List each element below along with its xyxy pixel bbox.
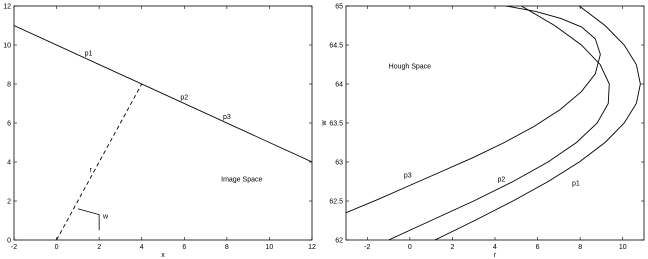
x-tick-label: 8 bbox=[225, 244, 229, 251]
x-tick-label: 6 bbox=[182, 244, 186, 251]
hough-space-plot bbox=[321, 0, 644, 259]
series-label-p2: p2 bbox=[497, 177, 505, 184]
x-tick-label: 8 bbox=[578, 244, 582, 251]
annotation-w: w bbox=[102, 214, 109, 221]
y-tick-label: 4 bbox=[7, 160, 11, 167]
annotation-hough-space: Hough Space bbox=[389, 63, 432, 70]
point-label-p2: p2 bbox=[180, 95, 188, 102]
image-space-plot bbox=[3, 4, 316, 259]
x-tick-label: 0 bbox=[408, 244, 412, 251]
series-line-p2 bbox=[389, 6, 610, 240]
series-label-p3: p3 bbox=[404, 173, 412, 180]
angle-marker bbox=[78, 209, 99, 230]
y-tick-label: 63 bbox=[335, 160, 343, 167]
y-tick-label: 62.5 bbox=[329, 199, 343, 206]
x-tick-label: 6 bbox=[536, 244, 540, 251]
y-tick-label: 0 bbox=[7, 238, 11, 245]
plot-area bbox=[346, 0, 640, 240]
annotation-image-space: Image Space bbox=[221, 177, 262, 184]
y-tick-label: 64 bbox=[335, 82, 343, 89]
x-tick-label: -2 bbox=[11, 244, 17, 251]
x-tick-label: 2 bbox=[450, 244, 454, 251]
x-tick-label: 4 bbox=[493, 244, 497, 251]
x-tick-label: 10 bbox=[619, 244, 627, 251]
plot-frame bbox=[346, 6, 644, 240]
y-axis-label: w bbox=[321, 120, 328, 127]
x-tick-label: 2 bbox=[97, 244, 101, 251]
y-tick-label: 10 bbox=[3, 43, 11, 50]
x-axis-label: x bbox=[161, 252, 165, 259]
y-tick-label: 8 bbox=[7, 82, 11, 89]
y-tick-label: 65 bbox=[335, 4, 343, 11]
y-tick-label: 62 bbox=[335, 238, 343, 245]
series-line-p3 bbox=[346, 2, 600, 213]
x-tick-label: 10 bbox=[266, 244, 274, 251]
annotation-r: r bbox=[89, 167, 92, 174]
series-label-p1: p1 bbox=[572, 180, 580, 187]
series-line-p1 bbox=[435, 0, 640, 240]
y-tick-label: 63.5 bbox=[329, 121, 343, 128]
plot-area bbox=[14, 26, 312, 241]
point-label-p3: p3 bbox=[223, 114, 231, 121]
point-label-p1: p1 bbox=[85, 51, 93, 58]
series-line-solid-0 bbox=[14, 26, 312, 163]
x-tick-label: 0 bbox=[55, 244, 59, 251]
x-tick-label: 12 bbox=[308, 244, 316, 251]
y-tick-label: 64.5 bbox=[329, 43, 343, 50]
y-tick-label: 12 bbox=[3, 4, 11, 11]
plot-frame bbox=[14, 6, 312, 240]
y-tick-label: 2 bbox=[7, 199, 11, 206]
x-tick-label: -2 bbox=[364, 244, 370, 251]
y-tick-label: 6 bbox=[7, 121, 11, 128]
x-axis-label: r bbox=[494, 252, 497, 259]
x-tick-label: 4 bbox=[140, 244, 144, 251]
